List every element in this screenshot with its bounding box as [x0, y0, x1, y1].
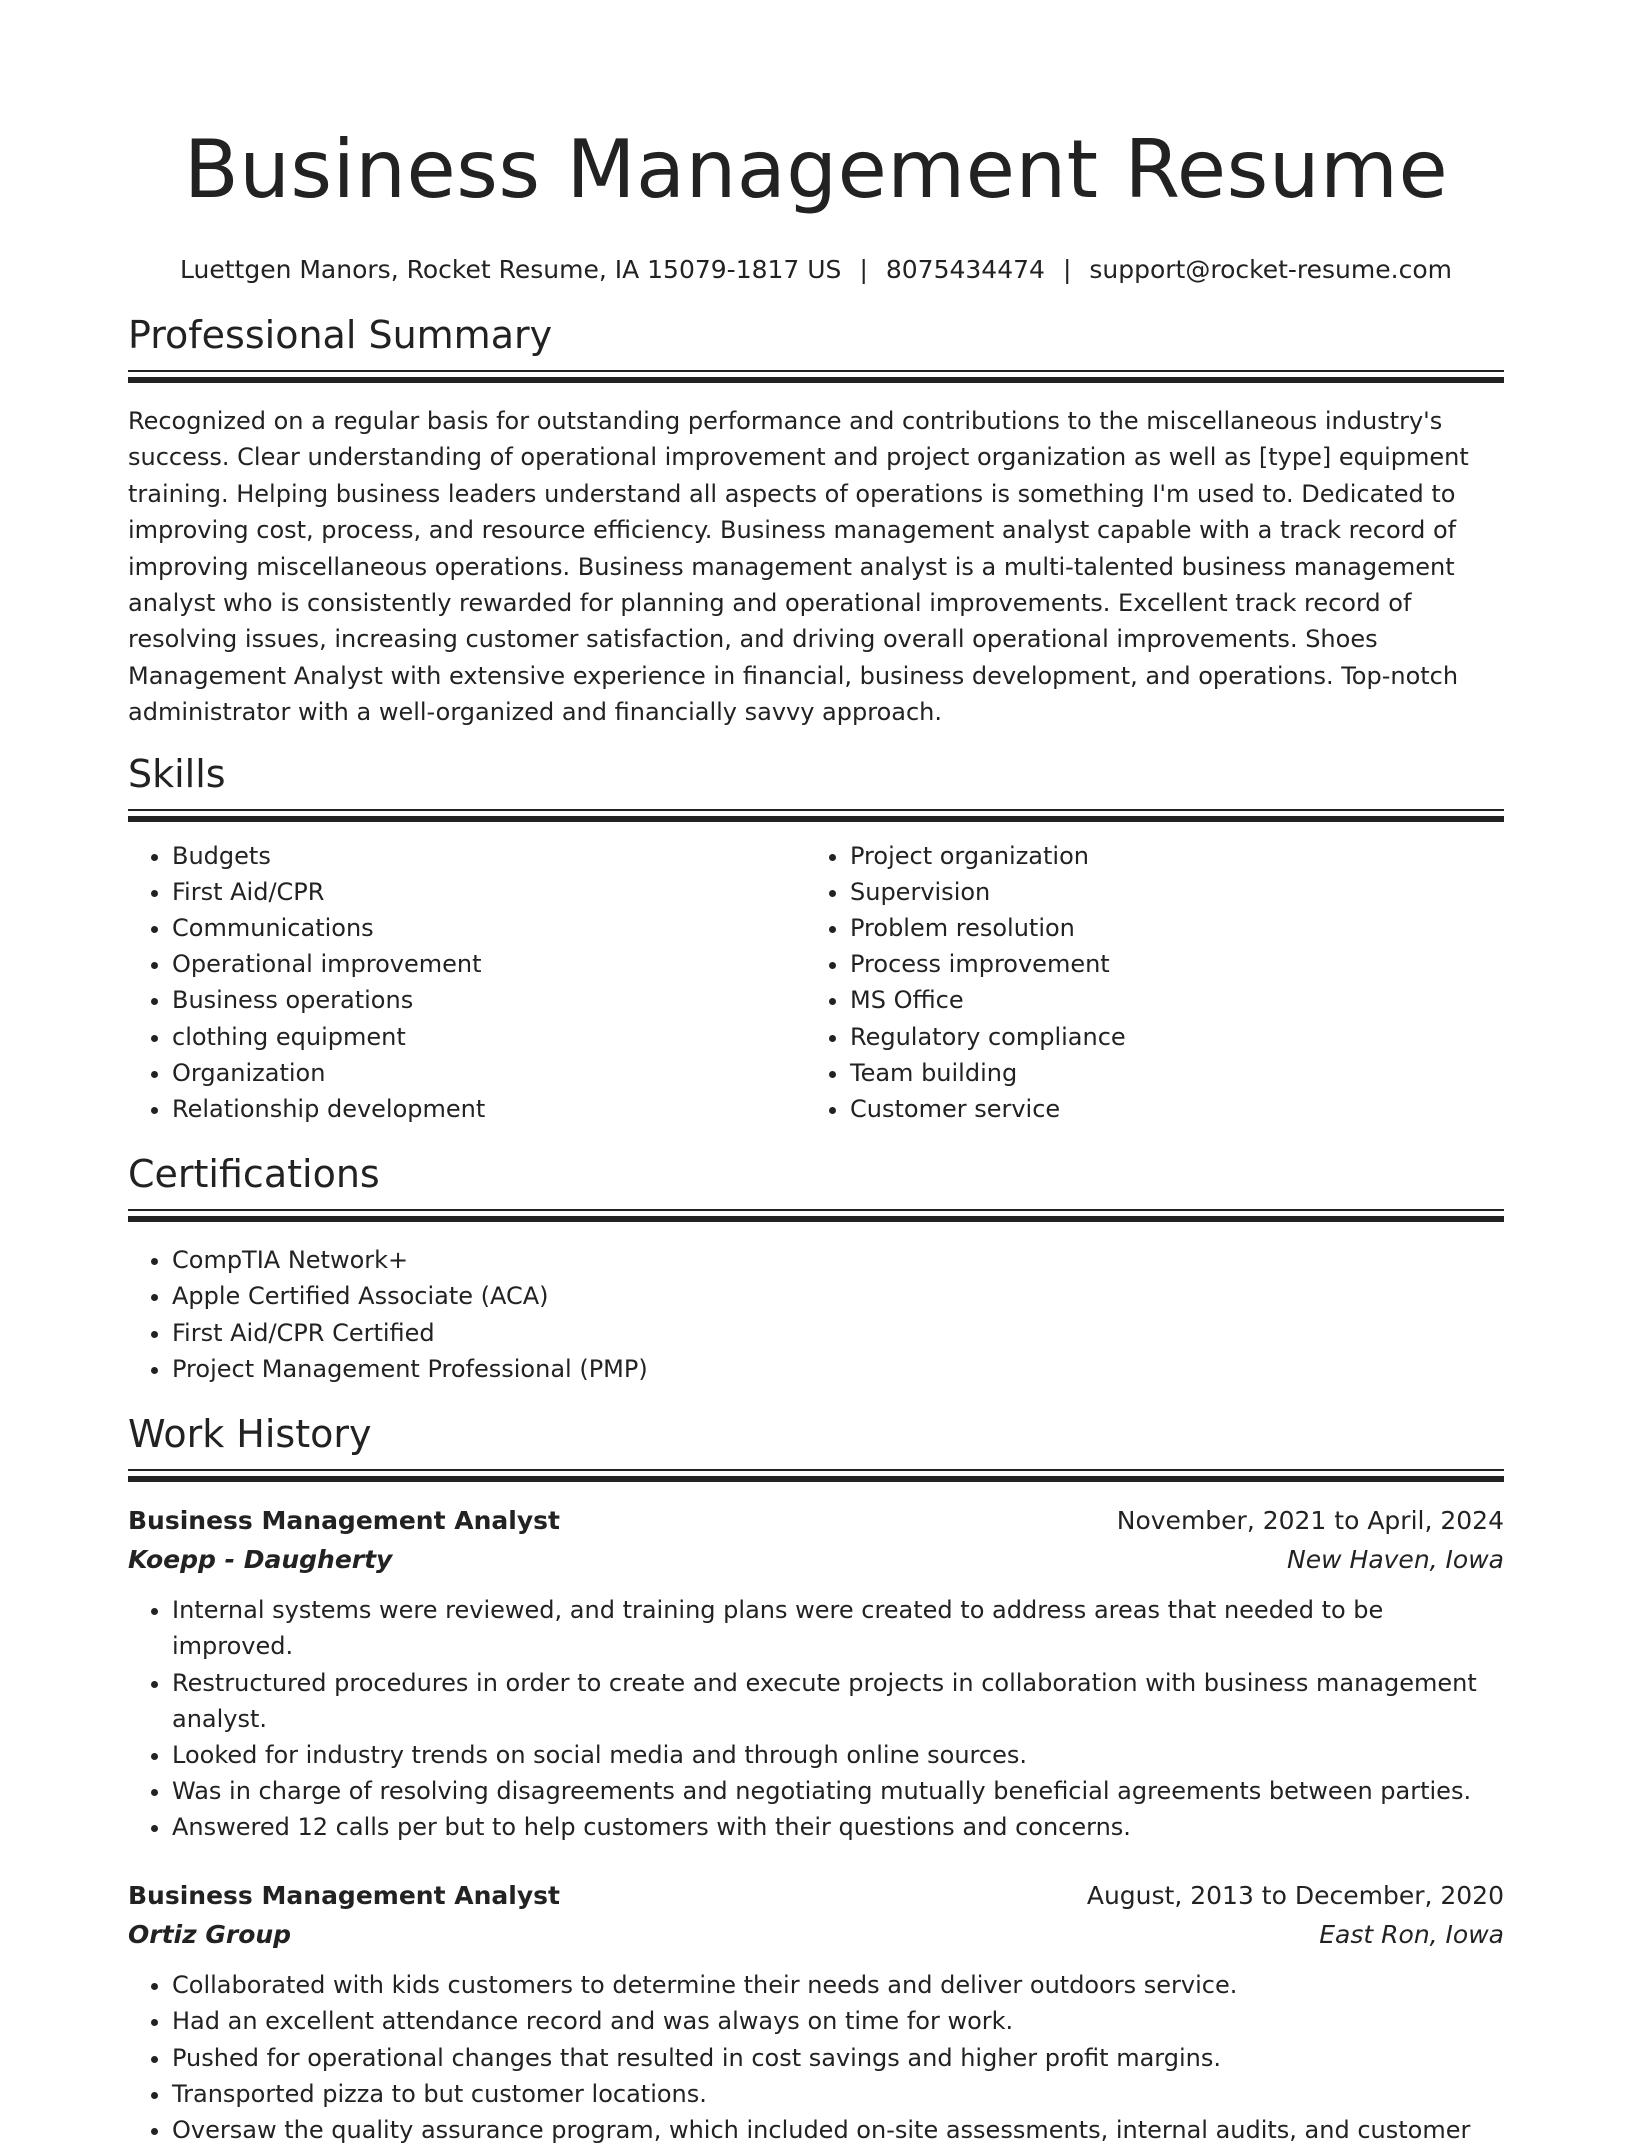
section-divider [128, 370, 1504, 385]
summary-text: Recognized on a regular basis for outstanding performance and contributions to the miscellaneous industry's success. Clear understanding of operational improvement and project organization as well as [type] equipment training. Helping business leaders understand all aspects of operations is something I'm used to. Dedicated to improving cost, process, and resource efficiency. Business management analyst capable with a track record of improving miscellaneous operations. Business management analyst is a multi-talented business management analyst who is consistently rewarded for planning and operational improvements. Excellent track record of resolving issues, increasing customer satisfaction, and driving overall operational improvements. Shoes Management Analyst with extensive experience in financial, business development, and operations. Top-notch administrator with a well-organized and financially savvy approach. [128, 407, 1469, 727]
job-bullet: • Looked for industry trends on social media and through online sources. [172, 1737, 1504, 1773]
job-dates: November, 2021 to April, 2024 [1116, 1506, 1504, 1536]
job-entry [128, 1877, 1504, 2148]
work-history-heading: Work History [128, 1412, 372, 1457]
contact-separator: | [859, 255, 868, 284]
job-company: Koepp - Daugherty [128, 1545, 393, 1575]
skill-item: • Budgets [172, 838, 806, 874]
skill-item: • clothing equipment [172, 1019, 806, 1055]
work-history-section [128, 1409, 1504, 2148]
job-bullet: • Had an excellent attendance record and was always on time for work. [172, 2003, 1504, 2039]
job-entry [128, 1502, 1504, 1845]
certification-item: • First Aid/CPR Certified [172, 1315, 1504, 1351]
section-divider [128, 1209, 1504, 1224]
page-title: Business Management Resume [183, 123, 1449, 216]
certifications-list [128, 1242, 1504, 1387]
skills-heading: Skills [128, 751, 226, 796]
summary-heading: Professional Summary [128, 313, 553, 357]
skill-item: • Problem resolution [850, 910, 1504, 946]
job-bullets [128, 1967, 1504, 2148]
summary-section [128, 310, 1504, 731]
skill-item: • Project organization [850, 838, 1504, 874]
job-header [128, 1502, 1504, 1540]
skill-item: • Communications [172, 910, 806, 946]
contact-line [128, 252, 1504, 288]
job-bullet: • Collaborated with kids customers to determine their needs and deliver outdoors service. [172, 1967, 1504, 2003]
job-subheader [128, 1915, 1504, 1955]
resume-page [128, 0, 1504, 2148]
skill-item: • Relationship development [172, 1091, 806, 1127]
skill-item: • Organization [172, 1055, 806, 1091]
job-title: Business Management Analyst [128, 1881, 560, 1911]
certification-item: • CompTIA Network+ [172, 1242, 1504, 1278]
certifications-section [128, 1149, 1504, 1387]
skill-item: • Process improvement [850, 946, 1504, 982]
contact-address: Luettgen Manors, Rocket Resume, IA 15079-1817 US [180, 255, 842, 284]
skill-item: • Supervision [850, 874, 1504, 910]
job-company: Ortiz Group [128, 1920, 292, 1950]
skill-item: • Operational improvement [172, 946, 806, 982]
skills-section [128, 749, 1504, 1128]
skills-list-left [128, 838, 806, 1128]
job-location: New Haven, Iowa [1287, 1545, 1504, 1575]
job-bullet: • Transported pizza to but customer locations. [172, 2076, 1504, 2112]
job-header [128, 1877, 1504, 1915]
skill-item: • Team building [850, 1055, 1504, 1091]
skill-item: • Business operations [172, 982, 806, 1018]
job-bullet: • Answered 12 calls per but to help customers with their questions and concerns. [172, 1809, 1504, 1845]
contact-phone: 8075434474 [885, 255, 1045, 284]
job-bullet: • Restructured procedures in order to create and execute projects in collaboration with business management analyst. [172, 1665, 1504, 1737]
job-bullet: • Pushed for operational changes that resulted in cost savings and higher profit margins. [172, 2040, 1504, 2076]
certification-item: • Apple Certified Associate (ACA) [172, 1278, 1504, 1314]
contact-email: support@rocket-resume.com [1089, 255, 1452, 284]
contact-separator: | [1062, 255, 1072, 284]
skills-list-right [806, 838, 1504, 1128]
job-bullets [128, 1592, 1504, 1845]
skill-item: • Regulatory compliance [850, 1019, 1504, 1055]
skill-item: • Customer service [850, 1091, 1504, 1127]
section-divider [128, 1469, 1504, 1484]
skill-item: • MS Office [850, 982, 1504, 1018]
job-bullet: • Was in charge of resolving disagreements and negotiating mutually beneficial agreements between parties. [172, 1773, 1504, 1809]
skill-item: • First Aid/CPR [172, 874, 806, 910]
skills-columns [128, 838, 1504, 1128]
job-subheader [128, 1540, 1504, 1580]
section-divider [128, 809, 1504, 824]
job-bullet: • Internal systems were reviewed, and training plans were created to address areas that needed to be improved. [172, 1592, 1504, 1664]
job-title: Business Management Analyst [128, 1506, 560, 1536]
job-dates: August, 2013 to December, 2020 [1086, 1881, 1504, 1911]
certifications-heading: Certifications [128, 1152, 380, 1197]
job-location: East Ron, Iowa [1319, 1920, 1504, 1950]
job-bullet: • Oversaw the quality assurance program, which included on-site assessments, internal audits, and customer [172, 2112, 1504, 2148]
certification-item: • Project Management Professional (PMP) [172, 1351, 1504, 1387]
